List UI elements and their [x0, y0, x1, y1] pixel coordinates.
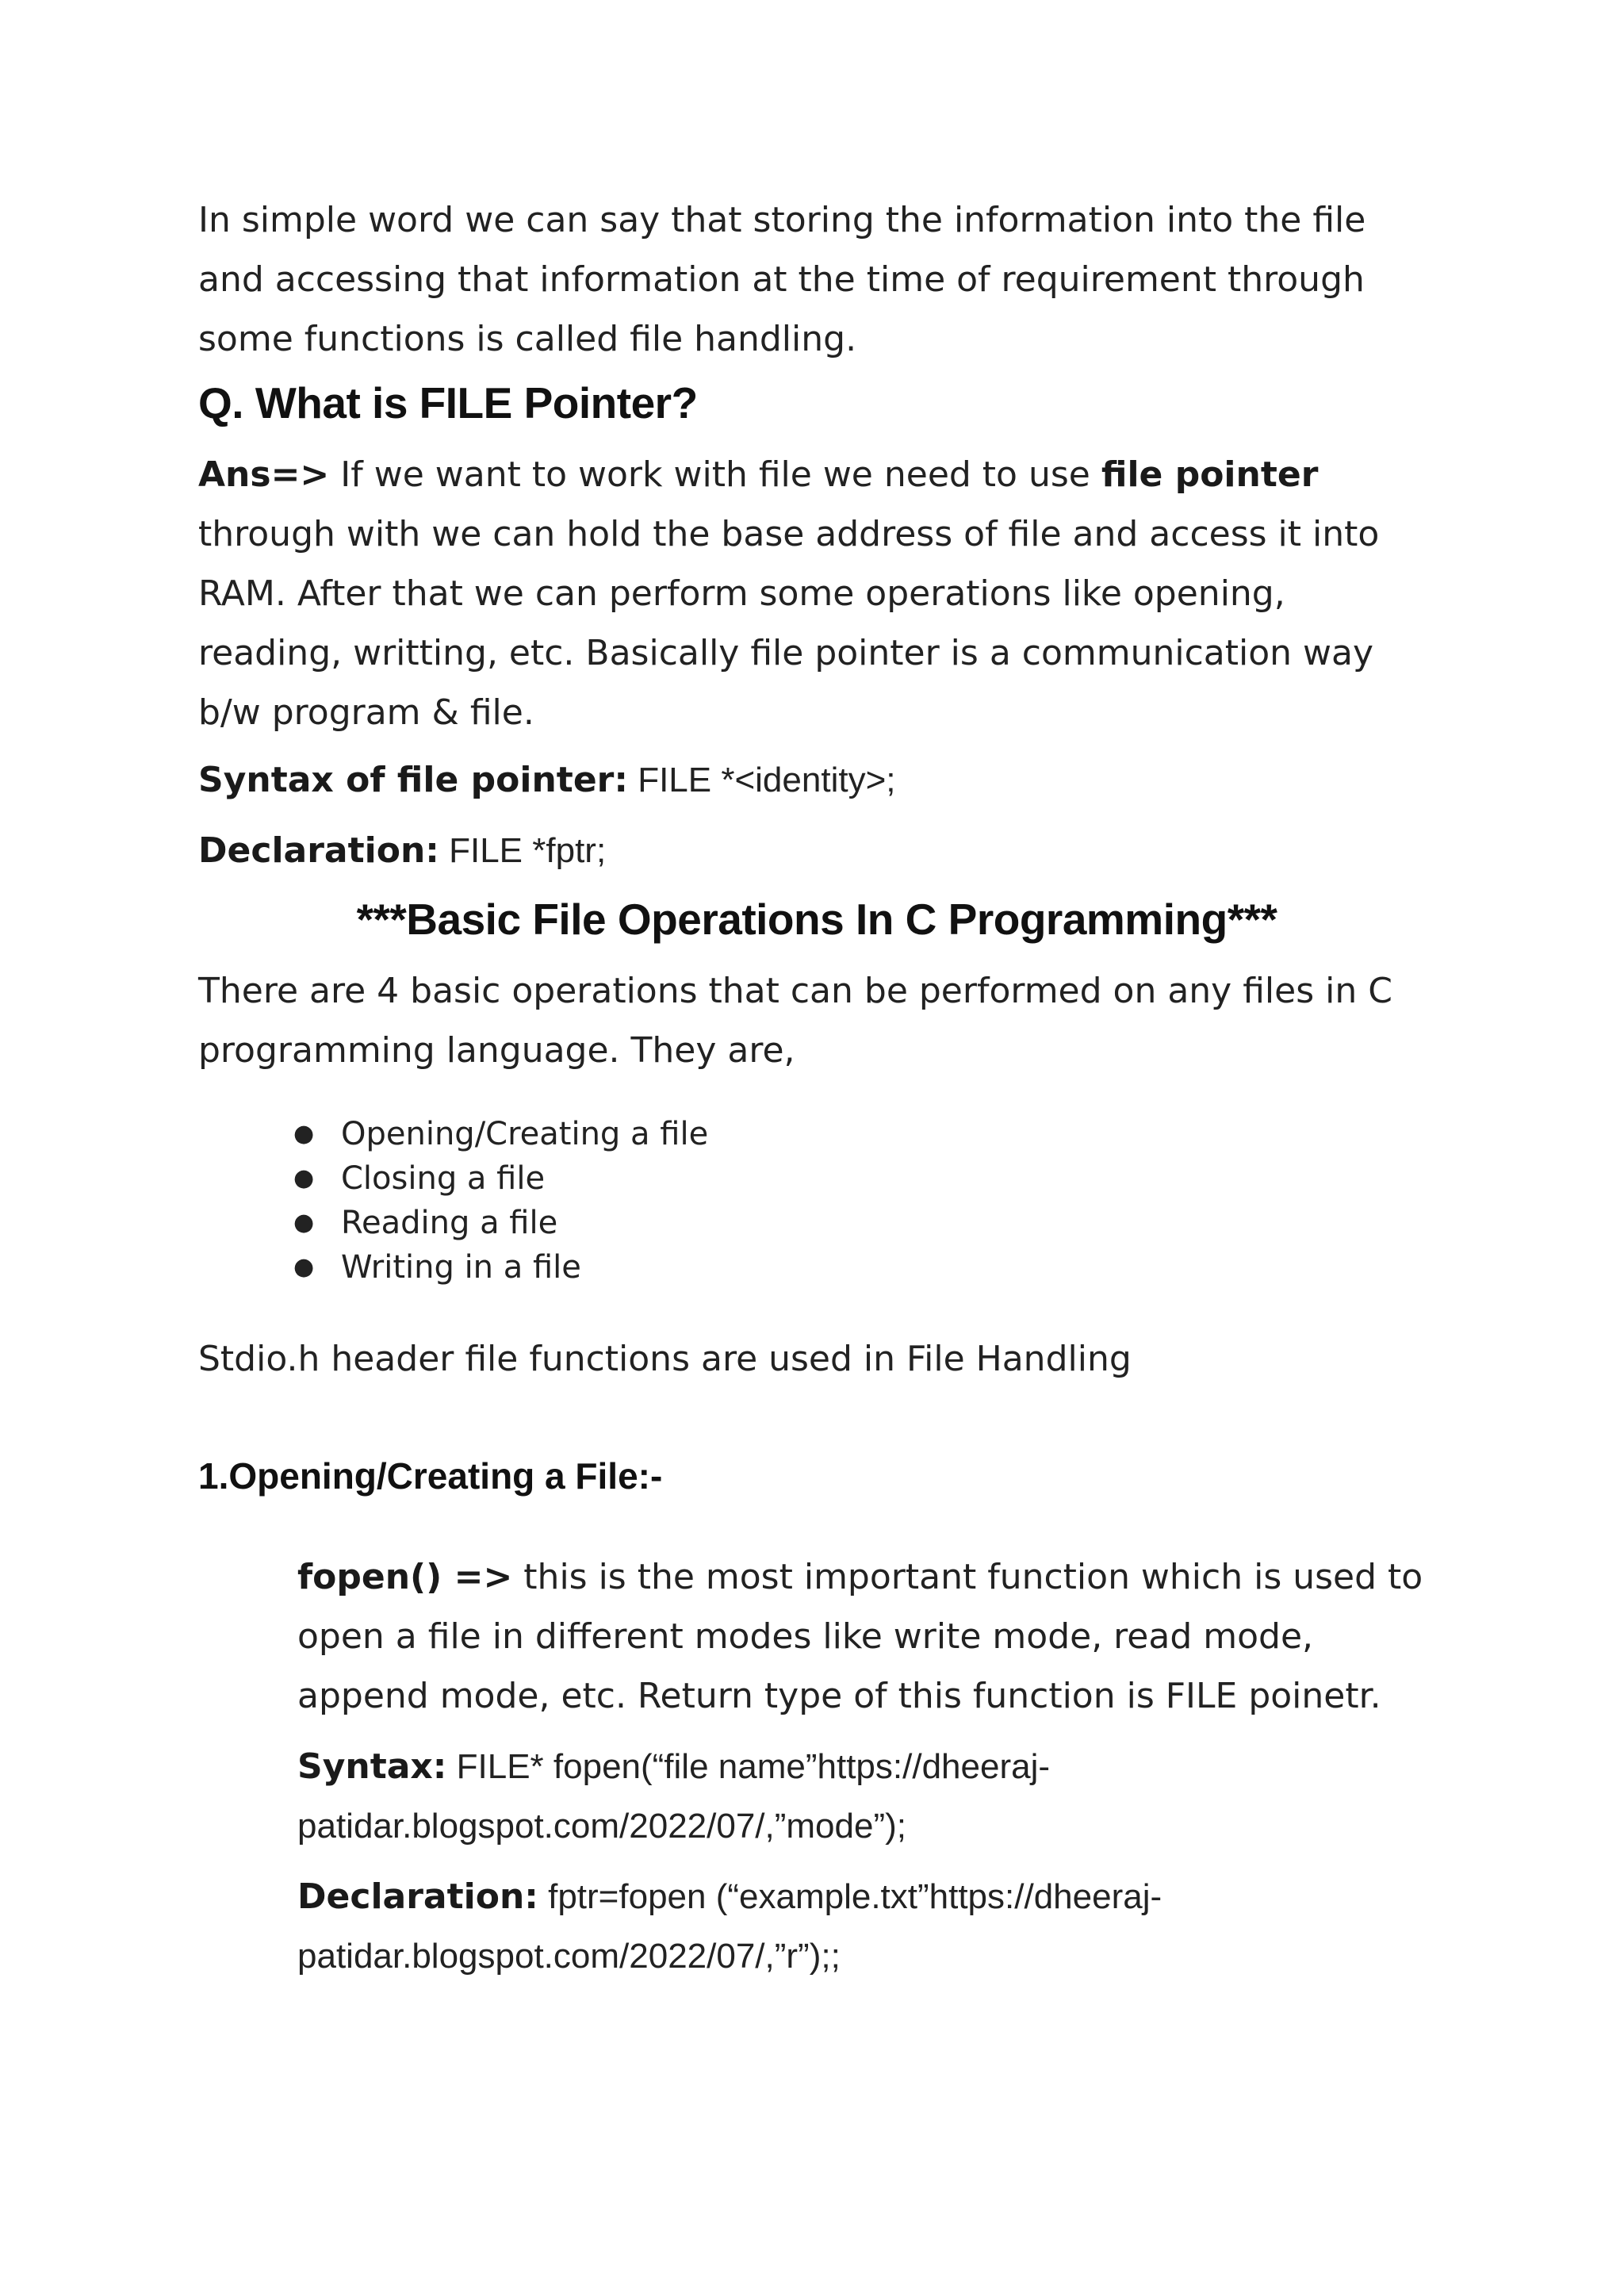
file-pointer-declaration — [198, 821, 1435, 880]
list-item: ● Reading a file — [293, 1201, 1435, 1245]
list-item: ● Writing in a file — [293, 1245, 1435, 1290]
fopen-syntax-value: FILE* fopen(“file name”https://dheeraj-patidar.blogspot.com/2022/07/,”mode”); — [297, 1747, 1050, 1846]
document-page — [198, 190, 1435, 1986]
ans-text-1: If we want to work with file we need to use — [329, 454, 1101, 495]
ans-label: Ans=> — [198, 454, 330, 495]
file-pointer-heading: Q. What is FILE Pointer? — [198, 378, 698, 427]
list-item: ● Closing a file — [293, 1156, 1435, 1201]
fopen-description — [297, 1547, 1435, 1726]
fopen-syntax — [297, 1737, 1435, 1856]
fopen-section — [198, 1547, 1435, 1986]
fopen-syntax-label: Syntax: — [297, 1746, 447, 1787]
syntax-label: Syntax of file pointer: — [198, 760, 628, 800]
list-item: ● Opening/Creating a file — [293, 1112, 1435, 1156]
fopen-declaration-value: fptr=fopen (“example.txt”https://dheeraj-patidar.blogspot.com/2022/07/,”r”);; — [297, 1877, 1162, 1976]
stdio-note: Stdio.h header file functions are used in File Handling — [198, 1339, 1132, 1379]
basic-ops-heading: ***Basic File Operations In C Programming*** — [356, 895, 1277, 944]
basic-ops-intro: There are 4 basic operations that can be performed on any files in C programming language. They are, — [198, 971, 1392, 1071]
file-pointer-answer — [198, 445, 1435, 742]
ans-bold-term: file pointer — [1101, 454, 1319, 495]
file-pointer-syntax — [198, 750, 1435, 810]
fopen-label: fopen() => — [297, 1557, 513, 1597]
ans-text-2: through with we can hold the base address of file and access it into RAM. After that we can perform some operations like opening, reading, writting, etc. Basically file pointer is a communication way b/w program & file. — [198, 514, 1380, 733]
syntax-value: FILE *<identity>; — [627, 761, 896, 799]
opening-heading: 1.Opening/Creating a File:- — [198, 1455, 663, 1497]
declaration-value: FILE *fptr; — [439, 831, 607, 870]
operations-list — [198, 1112, 1435, 1290]
fopen-declaration-label: Declaration: — [297, 1876, 538, 1917]
fopen-text: this is the most important function which is used to open a file in different modes like write mode, read mode, append mode, etc. Return type of this function is FILE poinetr. — [297, 1557, 1423, 1716]
declaration-label: Declaration: — [198, 830, 439, 871]
fopen-declaration — [297, 1867, 1435, 1986]
intro-paragraph: In simple word we can say that storing the information into the file and accessing that information at the time of requirement through some functions is called file handling. — [198, 200, 1366, 359]
